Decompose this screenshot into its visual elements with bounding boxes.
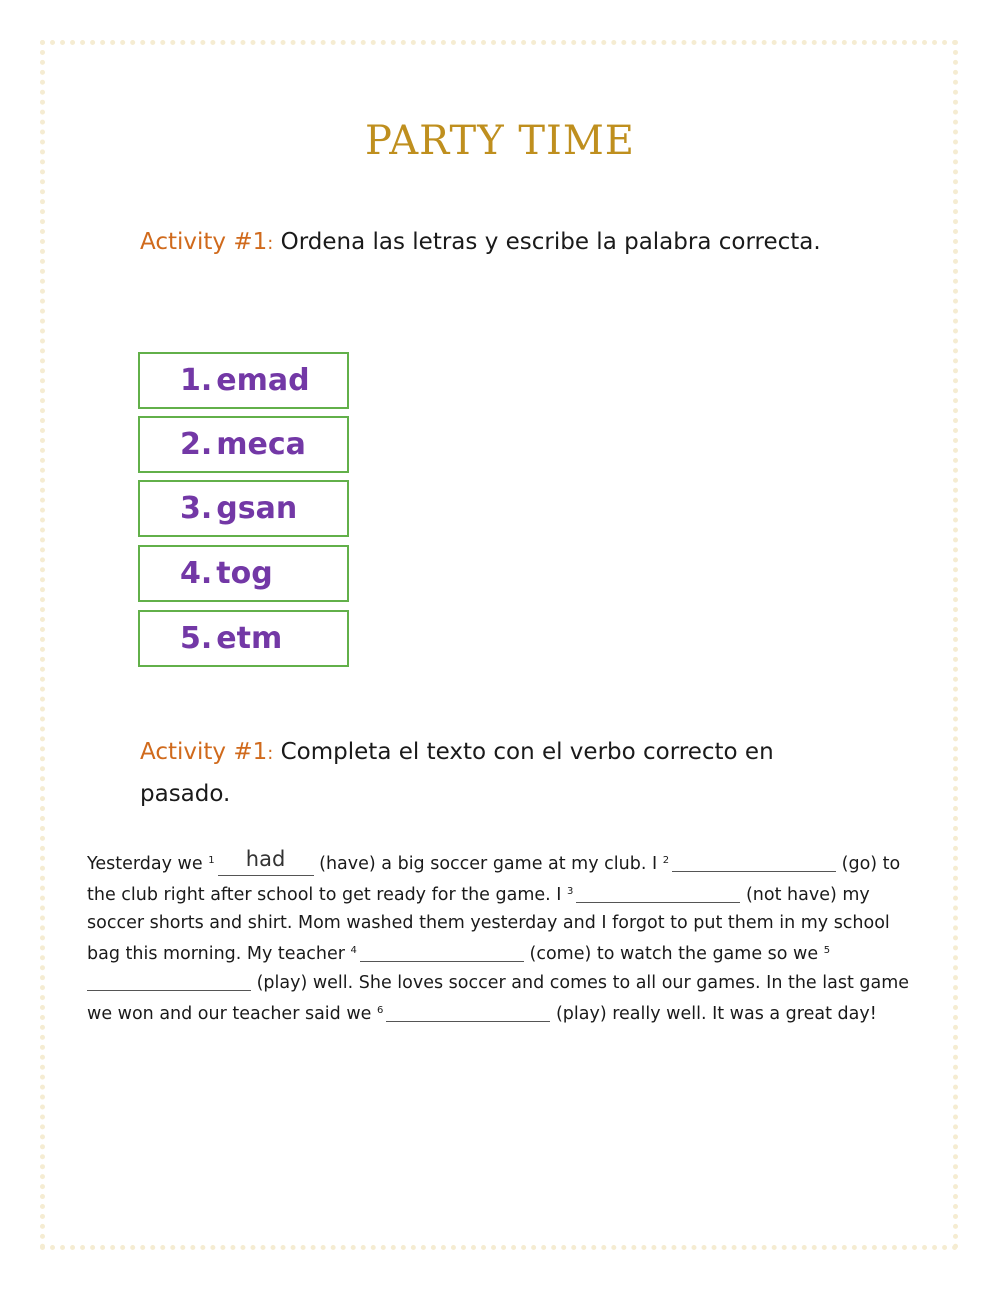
- scrambled-word: emad: [216, 363, 310, 398]
- scrambled-word: gsan: [216, 491, 298, 526]
- activity-1-text: Ordena las letras y escribe la palabra correcta.: [280, 229, 821, 255]
- blank-number-6: 6: [376, 1005, 384, 1016]
- answer-blank-3[interactable]: [576, 880, 740, 903]
- scrambled-word-number: 3.: [180, 491, 213, 526]
- scrambled-word-number: 1.: [180, 363, 213, 398]
- blank-number-1: 1: [208, 855, 215, 866]
- scrambled-word-box-3[interactable]: [138, 480, 349, 537]
- scrambled-word-box-5[interactable]: [138, 610, 349, 667]
- scrambled-word-box-2[interactable]: [138, 416, 349, 473]
- scrambled-word-number: 5.: [180, 621, 213, 656]
- activity-1-instruction: [140, 222, 840, 264]
- answer-text-1: had: [245, 847, 286, 871]
- activity-2-label: Activity #1:: [140, 739, 274, 765]
- blank-number-4: 4: [350, 945, 357, 956]
- activity-2-instruction: [140, 732, 840, 814]
- scrambled-word: tog: [216, 556, 273, 591]
- activity-1-label: Activity #1:: [140, 229, 274, 255]
- activity-2-text: Completa el texto con el verbo correcto en pasado.: [140, 739, 774, 807]
- blank-number-3: 3: [567, 886, 574, 897]
- scrambled-word-box-1[interactable]: [138, 352, 349, 409]
- answer-blank-6[interactable]: [386, 999, 550, 1022]
- blank-number-5: 5: [823, 945, 831, 956]
- answer-blank-2[interactable]: [672, 849, 836, 872]
- answer-blank-5[interactable]: [87, 968, 251, 991]
- scrambled-word: meca: [216, 427, 306, 462]
- page-title: PARTY TIME: [365, 118, 635, 164]
- scrambled-word-number: 4.: [180, 556, 213, 591]
- scrambled-word-box-4[interactable]: [138, 545, 349, 602]
- scrambled-word: etm: [216, 621, 283, 656]
- blank-number-2: 2: [662, 855, 670, 866]
- scrambled-word-number: 2.: [180, 427, 213, 462]
- answer-blank-4[interactable]: [360, 939, 524, 962]
- answer-blank-1[interactable]: [218, 847, 314, 876]
- fill-in-passage: Yesterday we $^1$ had (have) a big soccer game at my club. I $^2$ (go) to the club right after school to get ready for the game. I $^3$ (not have) my soccer shorts and shirt. Mom washed them yesterday and I forgot to put them in my school bag this morning. My teacher $^4$ (come) to watch the game so we $^5$ (play) well. She loves soccer and comes to all our games. In the last game we won and our teacher said we $^6$ (play) really well. It was a great day!: [87, 847, 910, 1024]
